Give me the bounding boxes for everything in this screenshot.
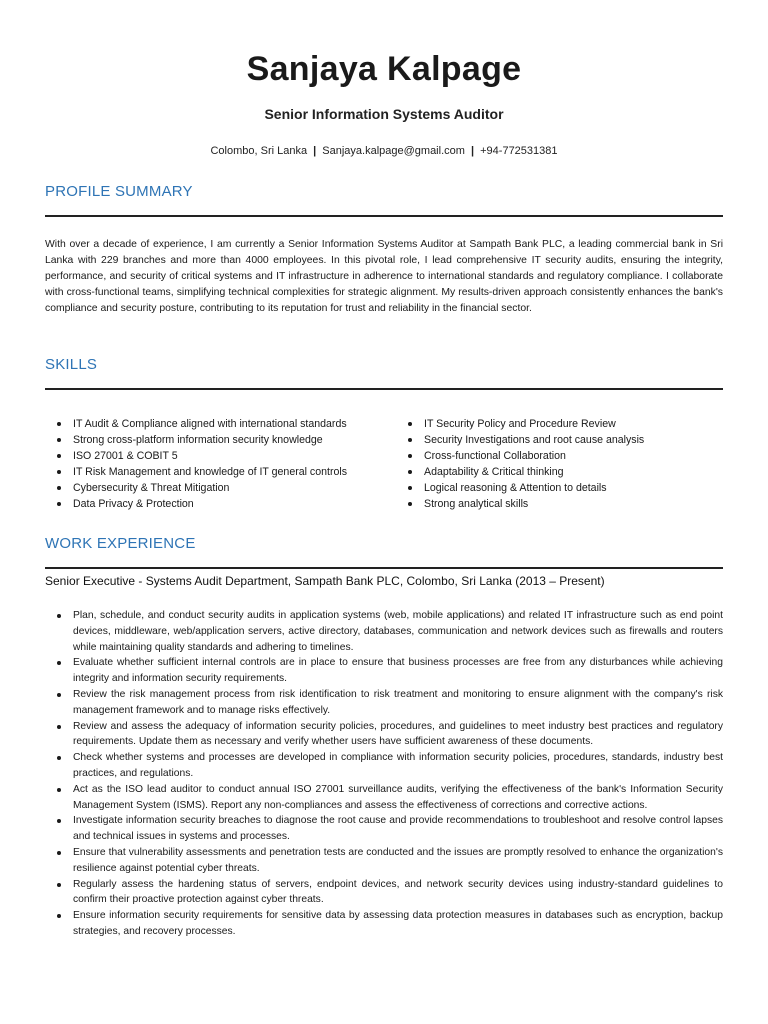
skill-item: IT Security Policy and Procedure Review: [396, 416, 723, 432]
work-experience-heading: WORK EXPERIENCE: [45, 535, 196, 552]
skill-item: ISO 27001 & COBIT 5: [45, 448, 395, 464]
phone-text: +94-772531381: [480, 145, 558, 157]
skill-item: Strong analytical skills: [396, 496, 723, 512]
profile-summary-heading: PROFILE SUMMARY: [45, 183, 193, 200]
skill-item: Adaptability & Critical thinking: [396, 464, 723, 480]
skill-item: Strong cross-platform information security knowledge: [45, 432, 395, 448]
candidate-name: Sanjaya Kalpage: [246, 50, 522, 88]
contact-line: [0, 145, 768, 157]
job-duties-list: [45, 608, 723, 940]
skills-heading: SKILLS: [45, 356, 98, 373]
duty-item: Plan, schedule, and conduct security audits in application systems (web, mobile applications) and related IT infrastructure such as end point devices, middleware, web/application servers, active directory, databases, communication and network devices such as firewalls and routers while maintaining quality standards and adhering to timelines.: [45, 608, 723, 655]
job-position-title: Senior Executive - Systems Audit Department, Sampath Bank PLC, Colombo, Sri Lanka (2013 – Present): [45, 574, 605, 588]
duty-item: Review and assess the adequacy of information security policies, procedures, and guidelines to meet industry best practices and regulatory requirements. Update them as necessary and verify whether users have sufficient awareness of these documents.: [45, 719, 723, 751]
skill-item: Data Privacy & Protection: [45, 496, 395, 512]
duty-item: Ensure that vulnerability assessments and penetration tests are conducted and the issues are promptly resolved to enhance the organization's resilience against potential cyber threats.: [45, 845, 723, 877]
skills-list-right: [396, 416, 723, 512]
duty-item: Ensure information security requirements for sensitive data by assessing data protection measures in databases such as encryption, backup strategies, and recovery processes.: [45, 908, 723, 940]
skill-item: IT Risk Management and knowledge of IT general controls: [45, 464, 395, 480]
location-text: Colombo, Sri Lanka: [210, 145, 308, 157]
skill-item: Cross-functional Collaboration: [396, 448, 723, 464]
job-role-title: Senior Information Systems Auditor: [264, 106, 504, 122]
contact-separator: |: [470, 145, 475, 157]
section-divider: [45, 215, 723, 217]
duty-item: Investigate information security breaches to diagnose the root cause and provide recommendations to troubleshoot and resolve control lapses and technical issues in systems and processes.: [45, 813, 723, 845]
duty-item: Regularly assess the hardening status of servers, endpoint devices, and network security devices using industry-standard guidelines to confirm their proactive protection against cyber threats.: [45, 877, 723, 909]
email-text: Sanjaya.kalpage@gmail.com: [322, 145, 465, 157]
skill-item: Logical reasoning & Attention to details: [396, 480, 723, 496]
skill-item: Security Investigations and root cause analysis: [396, 432, 723, 448]
profile-summary-text: With over a decade of experience, I am currently a Senior Information Systems Auditor at Sampath Bank PLC, a leading commercial bank in Sri Lanka with 229 branches and more than 4000 employees. In this pivotal role, I lead comprehensive IT security audits, ensuring the integrity, performance, and security of critical systems and IT infrastructure in adherence to international standards and regulatory compliance. I collaborate with cross-functional teams, simplifying technical complexities for strategic alignment. My results-driven approach consistently enhances the bank's compliance and security posture, contributing to its reputation for trust and reliability in the financial sector.: [45, 239, 723, 314]
duty-item: Review the risk management process from risk identification to risk treatment and monitoring to ensure alignment with the company's risk management framework and to manage risks effectively.: [45, 687, 723, 719]
duty-item: Act as the ISO lead auditor to conduct annual ISO 27001 surveillance audits, verifying the effectiveness of the bank's Information Security Management System (ISMS). Report any non-compliances and assess the effectiveness of corrections and corrective actions.: [45, 782, 723, 814]
duty-item: Evaluate whether sufficient internal controls are in place to ensure that business processes are free from any disturbances while achieving integrity and information security requirements.: [45, 655, 723, 687]
section-divider: [45, 388, 723, 390]
section-divider: [45, 567, 723, 569]
skill-item: IT Audit & Compliance aligned with international standards: [45, 416, 395, 432]
duty-item: Check whether systems and processes are developed in compliance with information security policies, procedures, standards, industry best practices, and regulations.: [45, 750, 723, 782]
contact-separator: |: [313, 145, 317, 157]
skill-item: Cybersecurity & Threat Mitigation: [45, 480, 395, 496]
skills-list-left: [45, 416, 395, 512]
